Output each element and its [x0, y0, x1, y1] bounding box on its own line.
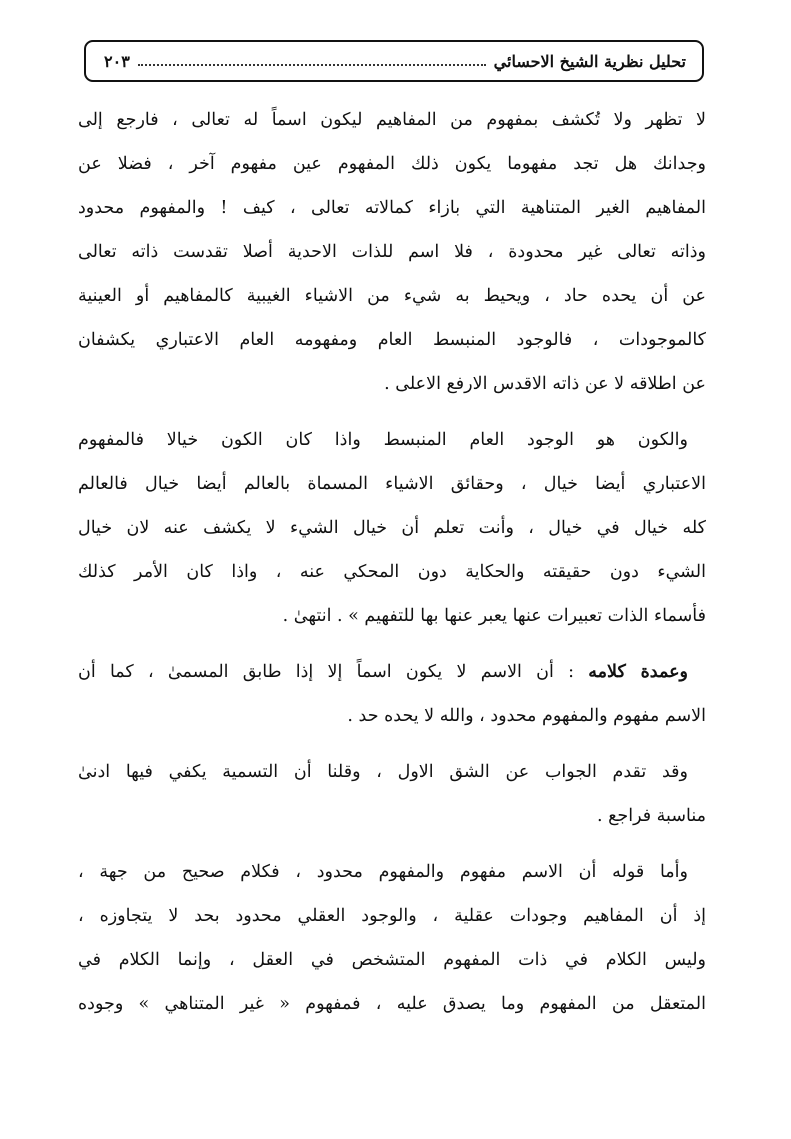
text-line: الشيء دون حقيقته والحكاية دون المحكي عنه ، واذا كان الأمر كذلك: [78, 562, 706, 582]
text-line: الاسم مفهوم والمفهوم محدود ، والله لا يحده حد .: [347, 706, 706, 726]
text-line: لا تظهر ولا تُكشف بمفهوم من المفاهيم ليكون اسماً له تعالى ، فارجع إلى: [78, 110, 706, 130]
text-line: وذاته تعالى غير محدودة ، فلا اسم للذات الاحدية أصلا تقدست ذاته تعالى: [78, 242, 706, 262]
text-run: : أن الاسم لا يكون اسماً إلا إذا طابق المسمىٰ ، كما أن: [78, 662, 589, 682]
text-line: وأما قوله أن الاسم مفهوم والمفهوم محدود ، فكلام صحيح من جهة ،: [78, 862, 688, 882]
paragraph: [78, 650, 706, 738]
text-line: مناسبة فراجع .: [596, 806, 706, 826]
text-line: كله خيال في خيال ، وأنت تعلم أن خيال الشيء لا يكشف عنه لان خيال: [78, 518, 706, 538]
text-line: المتعقل من المفهوم وما يصدق عليه ، فمفهوم « غير المتناهي » وجوده: [78, 994, 706, 1014]
header-title: تحليل نظرية الشيخ الاحسائي: [493, 51, 686, 71]
text-line: عن اطلاقه لا عن ذاته الاقدس الارفع الاعلى .: [384, 374, 706, 394]
paragraph: [78, 418, 706, 638]
text-line: عن أن يحده حاد ، ويحيط به شيء من الاشياء الغيبية كالمفاهيم أو العينية: [78, 286, 706, 306]
page-number: ٢٠٣: [104, 51, 130, 71]
text-line: [78, 650, 706, 694]
paragraph: [78, 850, 706, 1026]
running-header: [84, 40, 704, 82]
paragraph: [78, 98, 706, 406]
text-line: المفاهيم الغير المتناهية التي بازاء كمالاته تعالى ، كيف ! والمفهوم محدود: [78, 198, 706, 218]
text-line: فأسماء الذات تعبيرات عنها يعبر عنها بها للتفهيم » . انتهىٰ .: [282, 606, 706, 626]
text-line: إذ أن المفاهيم وجودات عقلية ، والوجود العقلي محدود بحد لا يتجاوزه ،: [78, 906, 706, 926]
paragraph: [78, 750, 706, 838]
text-line: وقد تقدم الجواب عن الشق الاول ، وقلنا أن التسمية يكفي فيها ادنىٰ: [78, 762, 688, 782]
paragraph-lead: وعمدة كلامه: [588, 662, 688, 682]
text-line: الاعتباري أيضا خيال ، وحقائق الاشياء المسماة بالعالم أيضا خيال فالعالم: [78, 474, 706, 494]
body-text: [78, 98, 706, 1026]
text-line: وجدانك هل تجد مفهوما يكون ذلك المفهوم عين مفهوم آخر ، فضلا عن: [78, 154, 706, 174]
header-dot-leader: [138, 64, 486, 66]
text-line: وليس الكلام في ذات المفهوم المتشخص في العقل ، وإنما الكلام في: [78, 950, 706, 970]
text-line: كالموجودات ، فالوجود المنبسط العام ومفهومه العام الاعتباري يكشفان: [78, 330, 706, 350]
text-line: والكون هو الوجود العام المنبسط واذا كان الكون خيالا فالمفهوم: [78, 430, 688, 450]
